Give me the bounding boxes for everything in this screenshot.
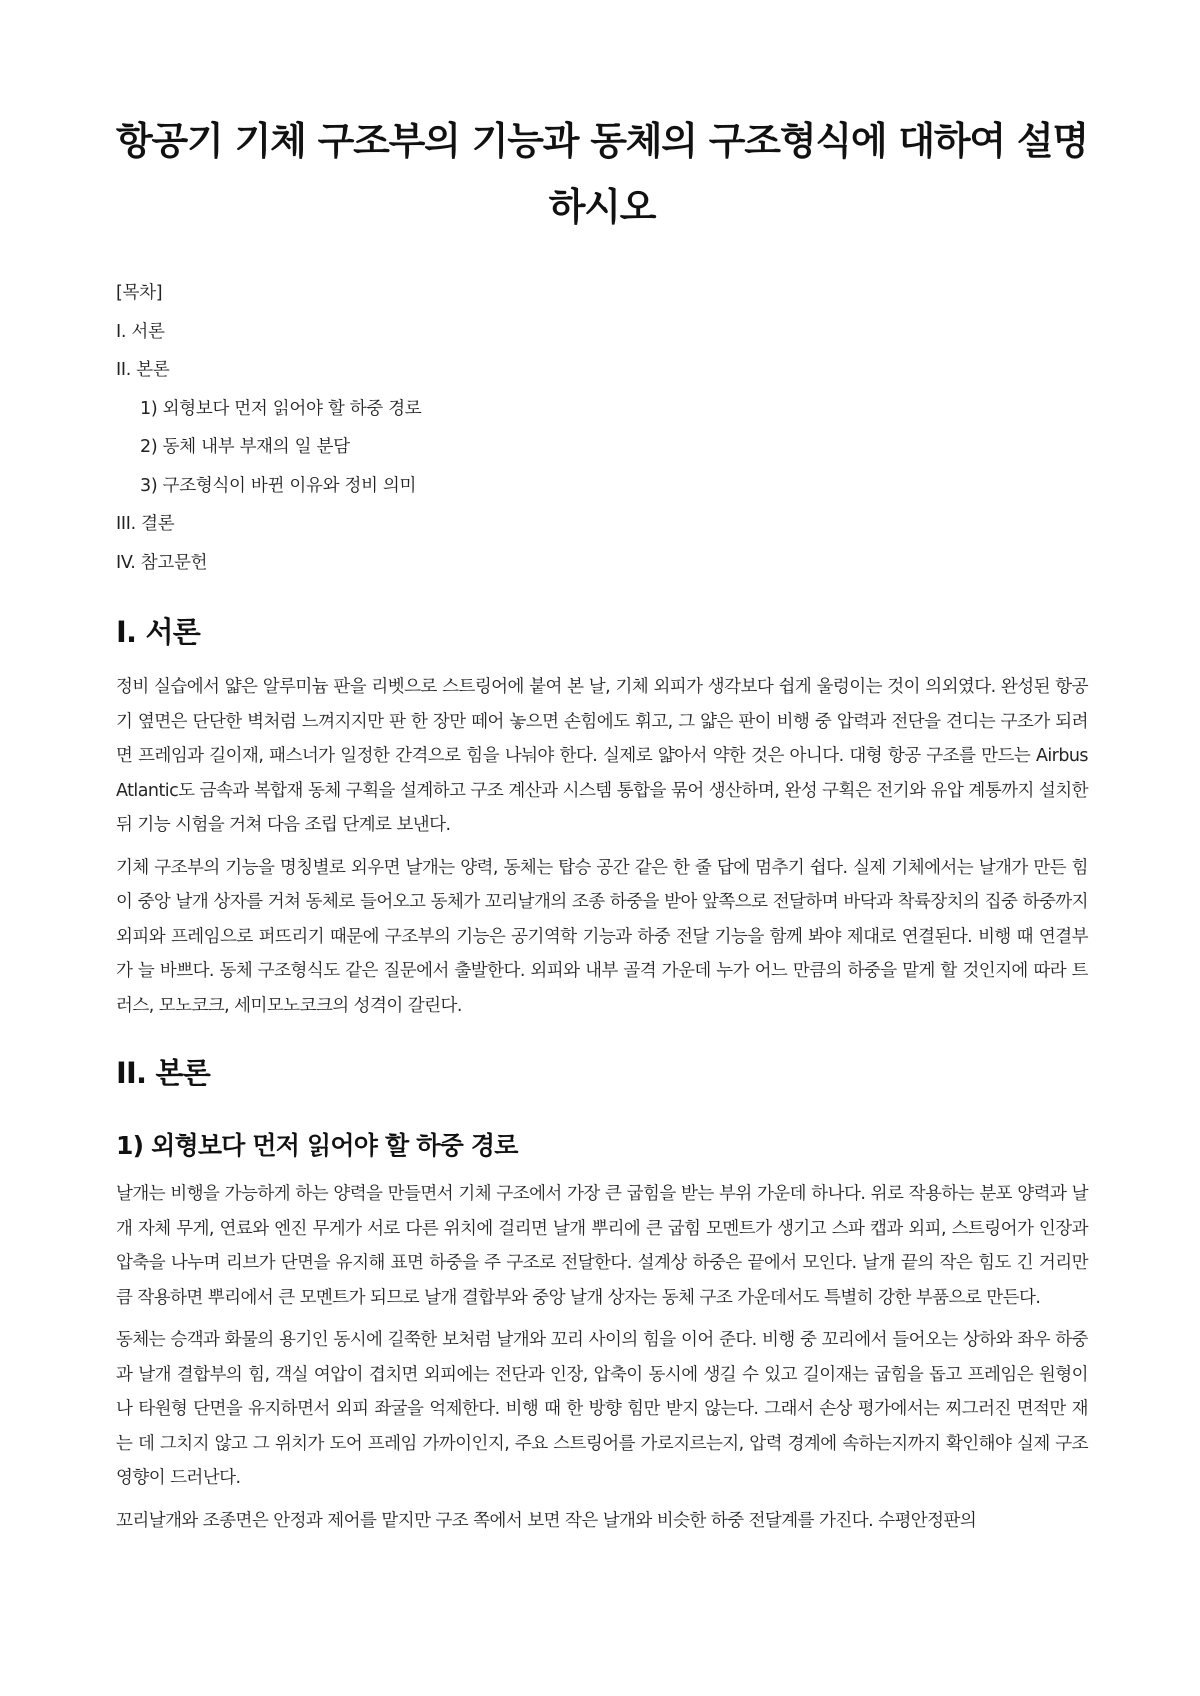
intro-heading: I. 서론 [116, 615, 200, 649]
body-subsection-1-paragraph-1: 날개는 비행을 가능하게 하는 양력을 만들면서 기체 구조에서 가장 큰 굽힘을 받는 부위 가운데 하나다. 위로 작용하는 분포 양력과 날개 자체 무게, 연료와 엔진 무게가 서로 다른 위치에 걸리면 날개 뿌리에 큰 굽힘 모멘트가 생기고 스파 캡과 외피, 스트링어가 인장과 압축을 나누며 리브가 단면을 유지해 표면 하중을 주 구조로 전달한다. 설계상 하중은 끝에서 모인다. 날개 끝의 작은 힘도 긴 거리만큼 작용하면 뿌리에서 큰 모멘트가 되므로 날개 결합부와 중앙 날개 상자는 동체 구조 가운데서도 특별히 강한 부품으로 만든다. [116, 1184, 1088, 1308]
toc-heading: [목차] [116, 283, 163, 303]
toc-item-body-3[interactable]: 3) 구조형식이 바뀐 이유와 정비 의미 [140, 475, 417, 496]
toc-item-conclusion[interactable]: III. 결론 [116, 514, 175, 534]
document-title: 항공기 기체 구조부의 기능과 동체의 구조형식에 대하여 설명하시오 [116, 119, 1088, 229]
body-subsection-1-paragraph-2: 동체는 승객과 화물의 용기인 동시에 길쭉한 보처럼 날개와 꼬리 사이의 힘을 이어 준다. 비행 중 꼬리에서 들어오는 상하와 좌우 하중과 날개 결합부의 힘, 객실 여압이 겹치면 외피에는 전단과 인장, 압축이 동시에 생길 수 있고 길이재는 굽힘을 돕고 프레임은 원형이나 타원형 단면을 유지하면서 외피 좌굴을 억제한다. 비행 때 한 방향 힘만 받지 않는다. 그래서 손상 평가에서는 찌그러진 면적만 재는 데 그치지 않고 그 위치가 도어 프레임 가까이인지, 주요 스트링어를 가로지르는지, 압력 경계에 속하는지까지 확인해야 실제 구조 영향이 드러난다. [116, 1330, 1088, 1488]
toc-item-body-2[interactable]: 2) 동체 내부 부재의 일 분담 [140, 437, 350, 457]
toc-item-references[interactable]: IV. 참고문헌 [116, 552, 208, 573]
body-heading: II. 본론 [116, 1056, 210, 1090]
intro-paragraph-2: 기체 구조부의 기능을 명칭별로 외우면 날개는 양력, 동체는 탑승 공간 같은 한 줄 답에 멈추기 쉽다. 실제 기체에서는 날개가 만든 힘이 중앙 날개 상자를 거쳐 동체로 들어오고 동체가 꼬리날개의 조종 하중을 받아 앞쪽으로 전달하며 바닥과 착륙장치의 집중 하중까지 외피와 프레임으로 퍼뜨리기 때문에 구조부의 기능은 공기역학 기능과 하중 전달 기능을 함께 봐야 제대로 연결된다. 비행 때 연결부가 늘 바쁘다. 동체 구조형식도 같은 질문에서 출발한다. 외피와 내부 골격 가운데 누가 어느 만큼의 하중을 맡게 할 것인지에 따라 트러스, 모노코크, 세미모노코크의 성격이 갈린다. [116, 857, 1088, 1016]
intro-paragraph-1: 정비 실습에서 얇은 알루미늄 판을 리벳으로 스트링어에 붙여 본 날, 기체 외피가 생각보다 쉽게 울렁이는 것이 의외였다. 완성된 항공기 옆면은 단단한 벽처럼 느껴지지만 판 한 장만 떼어 놓으면 손힘에도 휘고, 그 얇은 판이 비행 중 압력과 전단을 견디는 구조가 되려면 프레임과 길이재, 패스너가 일정한 간격으로 힘을 나눠야 한다. 실제로 얇아서 약한 것은 아니다. 대형 항공 구조를 만드는 Airbus Atlantic도 금속과 복합재 동체 구획을 설계하고 구조 계산과 시스템 통합을 묶어 생산하며, 완성 구획은 전기와 유압 계통까지 설치한 뒤 기능 시험을 거쳐 다음 조립 단계로 보낸다. [116, 677, 1088, 835]
body-subsection-1-heading: 1) 외형보다 먼저 읽어야 할 하중 경로 [116, 1131, 518, 1160]
body-subsection-1-paragraph-3: 꼬리날개와 조종면은 안정과 제어를 맡지만 구조 쪽에서 보면 작은 날개와 비슷한 하중 전달계를 가진다. 수평안정판의 [116, 1510, 977, 1531]
table-of-contents [116, 274, 1088, 582]
toc-item-body-1[interactable]: 1) 외형보다 먼저 읽어야 할 하중 경로 [140, 398, 422, 419]
toc-item-intro[interactable]: I. 서론 [116, 321, 165, 342]
toc-item-body[interactable]: II. 본론 [116, 360, 170, 380]
